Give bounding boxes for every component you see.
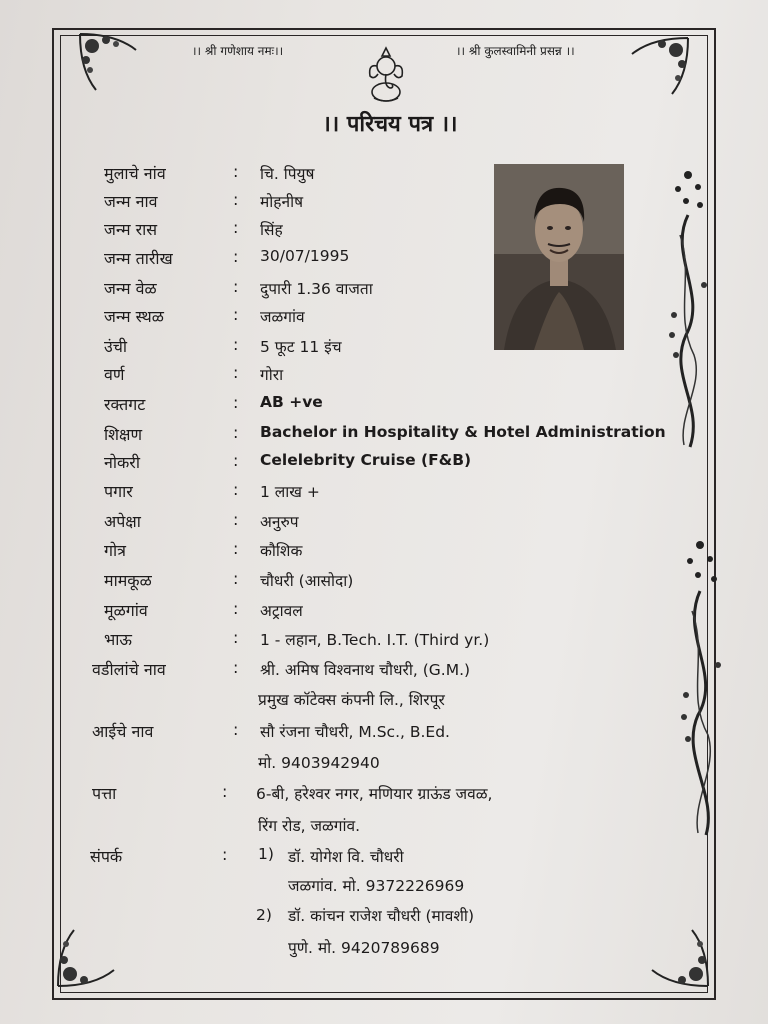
contact-1-number: 1): [258, 845, 274, 863]
field-value: दुपारी 1.36 वाजता: [260, 280, 373, 298]
page-title: ।। परिचय पत्र ।।: [322, 112, 458, 137]
colon: :: [233, 247, 239, 266]
field-label: मुलाचे नांव: [104, 164, 166, 183]
field-label: अपेक्षा: [104, 512, 141, 531]
field-value: अट्रावल: [260, 602, 303, 620]
field-label: भाऊ: [104, 630, 132, 649]
colon: :: [233, 363, 239, 382]
field-label: जन्म तारीख: [104, 249, 173, 268]
colon: :: [222, 845, 228, 864]
colon: :: [233, 335, 239, 354]
field-value: 30/07/1995: [260, 247, 350, 265]
colon: :: [233, 423, 239, 442]
floral-corner-bottom-right-icon: [642, 920, 712, 990]
field-value: गोरा: [260, 366, 284, 384]
colon: :: [233, 539, 239, 558]
field-label: गोत्र: [104, 541, 126, 560]
field-value: सिंह: [260, 221, 283, 239]
mother-phone: मो. 9403942940: [258, 754, 380, 772]
field-label: पगार: [104, 482, 133, 501]
father-company: प्रमुख कॉटेक्स कंपनी लि., शिरपूर: [258, 691, 445, 709]
contact-2-phone: पुणे. मो. 9420789689: [288, 939, 440, 957]
mother-name: सौ रंजना चौधरी, M.Sc., B.Ed.: [260, 723, 450, 741]
father-name: श्री. अमिष विश्वनाथ चौधरी, (G.M.): [260, 661, 471, 679]
colon: :: [233, 480, 239, 499]
mother-label: आईचे नाव: [92, 722, 154, 741]
colon: :: [233, 569, 239, 588]
colon: :: [233, 162, 239, 181]
field-label: नोकरी: [104, 453, 141, 472]
field-label: जन्म नाव: [104, 192, 158, 211]
colon: :: [233, 393, 239, 412]
colon: :: [233, 305, 239, 324]
field-label: वर्ण: [104, 365, 125, 384]
floral-corner-top-left-icon: [76, 30, 146, 100]
colon: :: [233, 599, 239, 618]
address-line-1: 6-बी, हरेश्वर नगर, मणियार ग्राऊंड जवळ,: [256, 785, 493, 803]
ganesha-icon: [362, 44, 410, 104]
field-label: जन्म स्थळ: [104, 307, 164, 326]
field-value: कौशिक: [260, 542, 303, 560]
colon: :: [233, 720, 239, 739]
colon: :: [233, 277, 239, 296]
field-label: रक्तगट: [104, 395, 146, 414]
address-label: पत्ता: [92, 784, 117, 803]
field-value: चि. पियुष: [260, 165, 315, 183]
field-value: मोहनीष: [260, 193, 304, 211]
contact-label: संपर्क: [90, 847, 123, 866]
field-value: 1 - लहान, B.Tech. I.T. (Third yr.): [260, 631, 490, 649]
field-label: जन्म रास: [104, 220, 158, 239]
field-value: 5 फूट 11 इंच: [260, 338, 342, 356]
contact-1-phone: जळगांव. मो. 9372226969: [288, 877, 465, 895]
left-blessing: ।। श्री गणेशाय नमः।।: [192, 44, 284, 58]
field-label: जन्म वेळ: [104, 279, 157, 298]
colon: :: [233, 628, 239, 647]
colon: :: [233, 658, 239, 677]
colon: :: [233, 451, 239, 470]
field-label: शिक्षण: [104, 425, 143, 444]
address-line-2: रिंग रोड, जळगांव.: [258, 817, 361, 835]
colon: :: [222, 782, 228, 801]
field-value: AB +ve: [260, 393, 323, 411]
floral-corner-top-right-icon: [622, 34, 692, 104]
peacock-ornament-lower-icon: [676, 535, 726, 840]
field-value: चौधरी (आसोदा): [260, 572, 354, 590]
colon: :: [233, 218, 239, 237]
contact-1-name: डॉ. योगेश वि. चौधरी: [288, 848, 404, 866]
field-label: मामकूळ: [104, 571, 152, 590]
floral-corner-bottom-left-icon: [54, 920, 124, 990]
father-label: वडीलांचे नाव: [92, 660, 166, 679]
colon: :: [233, 510, 239, 529]
field-value: जळगांव: [260, 308, 305, 326]
right-blessing: ।। श्री कुलस्वामिनी प्रसन्न ।।: [456, 44, 575, 58]
contact-2-name: डॉ. कांचन राजेश चौधरी (मावशी): [288, 907, 474, 925]
field-value: अनुरुप: [260, 513, 299, 531]
field-label: उंची: [104, 337, 128, 356]
field-value: Celelebrity Cruise (F&B): [260, 451, 472, 469]
contact-2-number: 2): [256, 906, 272, 924]
colon: :: [233, 190, 239, 209]
field-label: मूळगांव: [104, 601, 148, 620]
field-value: Bachelor in Hospitality & Hotel Administration: [260, 423, 666, 441]
field-value: 1 लाख +: [260, 483, 320, 501]
